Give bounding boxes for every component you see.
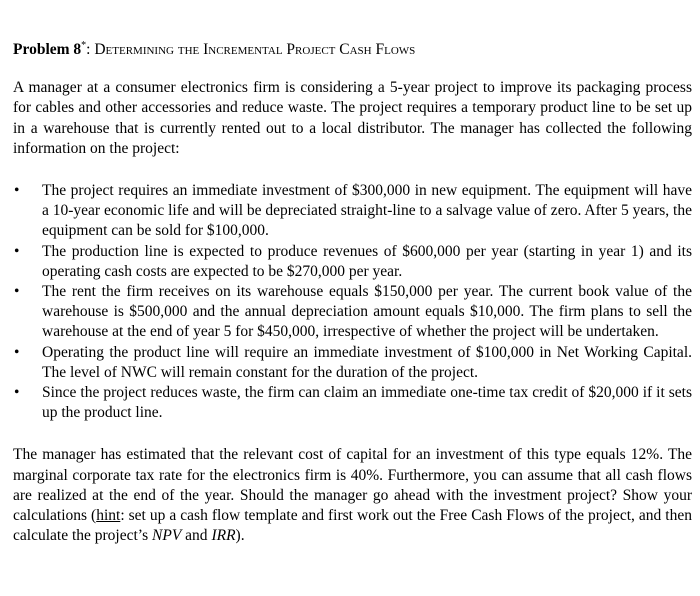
problem-asterisk: *	[81, 40, 87, 51]
list-item-text: The rent the firm receives on its warehouse equals $150,000 per year. The current book value of the warehouse is $500,000 and the annual depreciation amount equals $10,000. The firm plans to sell the warehouse at the end of year 5 for $450,000, irrespective of whether the project will be undertaken.	[42, 282, 692, 341]
problem-number: Problem 8	[13, 41, 82, 59]
bullet-icon: •	[14, 343, 20, 361]
irr-label: IRR	[211, 527, 236, 545]
list-item	[13, 282, 692, 343]
list-item-text: The project requires an immediate investment of $300,000 in new equipment. The equipment will have a 10-year economic life and will be depreciated straight-line to a salvage value of zero. After 5 years, the equipment can be sold for $100,000.	[42, 181, 692, 240]
bullet-icon: •	[14, 181, 20, 199]
bullet-icon: •	[14, 384, 20, 401]
list-item-text: Operating the product line will require an immediate investment of $100,000 in Net Working Capital. The level of NWC will remain constant for the duration of the project.	[42, 343, 692, 381]
list-item	[13, 181, 692, 242]
hint-label: hint	[96, 507, 121, 525]
closing-and: and	[181, 527, 212, 545]
list-item-text: The production line is expected to produce revenues of $600,000 per year (starting in year 1) and its operating cash costs are expected to be $270,000 per year.	[42, 242, 692, 280]
intro-paragraph: A manager at a consumer electronics firm is considering a 5-year project to improve its packaging process for cables and other accessories and reduce waste. The project requires a temporary product line to be set up in a warehouse that is currently rented out to a local distributor. The manager has collected the following information on the project:	[13, 79, 692, 157]
list-item-text: Since the project reduces waste, the firm can claim an immediate one-time tax credit of $20,000 if it sets up the product line.	[42, 384, 692, 422]
closing-end: ).	[235, 527, 245, 545]
list-item	[13, 343, 692, 383]
closing-paragraph	[13, 445, 692, 546]
list-item	[13, 383, 692, 423]
bullet-icon: •	[14, 282, 20, 300]
npv-label: NPV	[152, 527, 182, 545]
problem-heading: : Determining the Incremental Project Cash Flows	[86, 41, 416, 59]
closing-text-2: : set up a cash flow template and first work out the Free Cash Flows of the project, and then calculate the project’s	[13, 507, 692, 545]
closing-text-1: The manager has estimated that the relevant cost of capital for an investment of this type equals 12%. The marginal corporate tax rate for the electronics firm is 40%. Furthermore, you can assume that all cash flows are realized at the end of the year. Should the manager go ahead with the investment project? Show your calculations (	[13, 446, 692, 525]
list-item	[13, 242, 692, 282]
project-info-list	[13, 181, 692, 423]
problem-title	[13, 36, 692, 60]
bullet-icon: •	[14, 242, 20, 260]
